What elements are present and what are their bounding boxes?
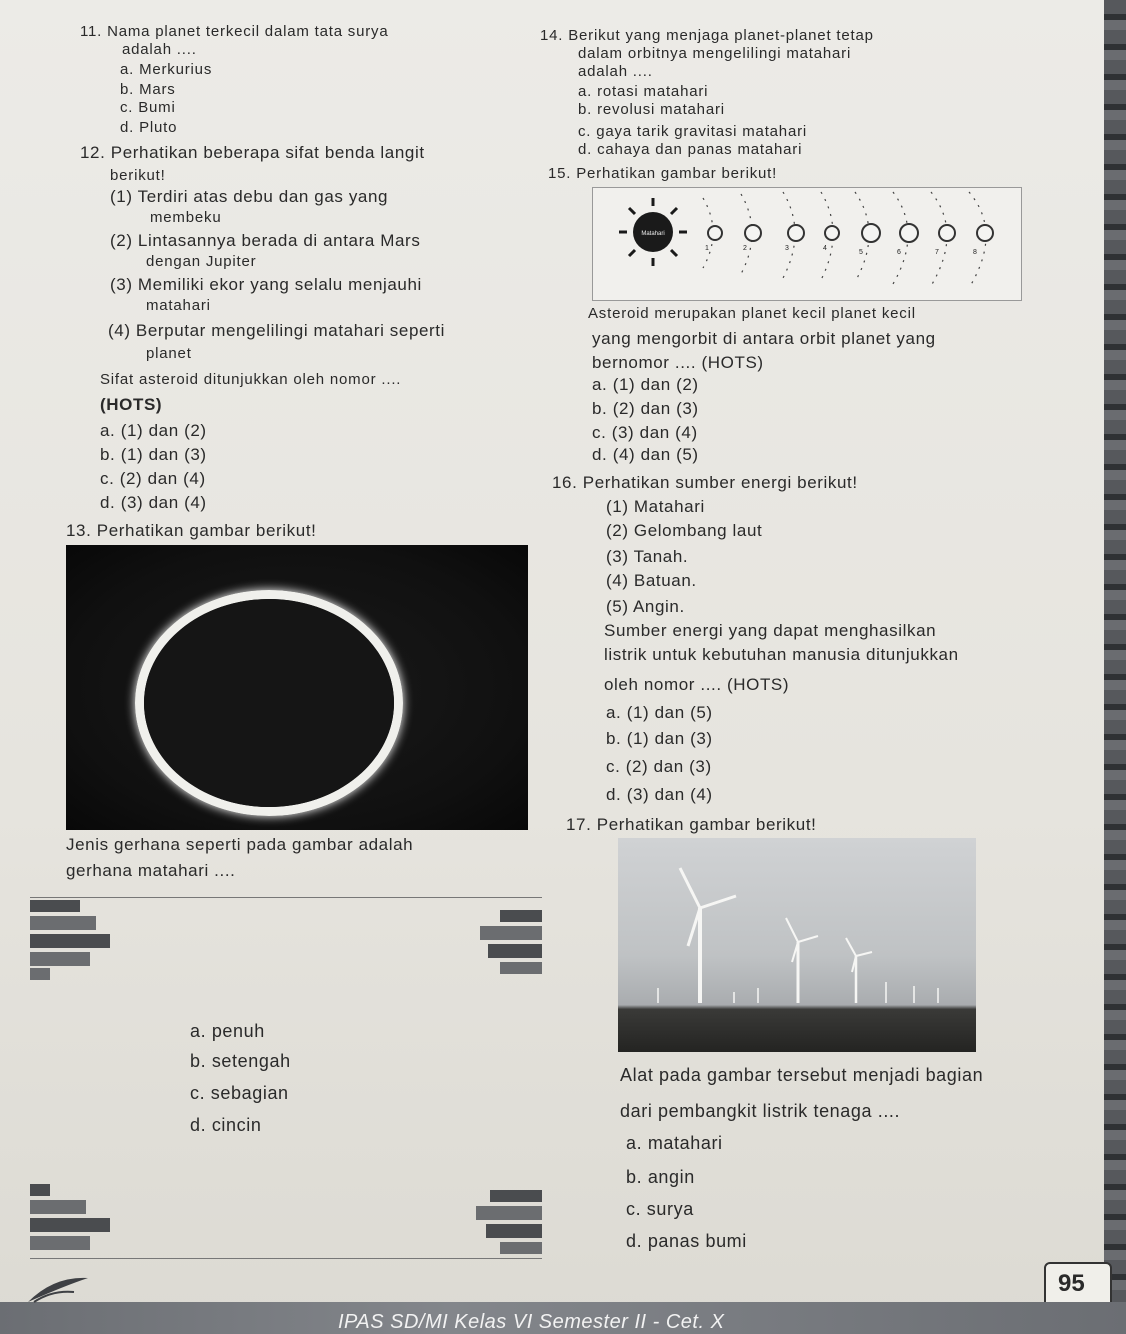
q16-stem: 16. Perhatikan sumber energi berikut! [552,473,858,492]
planet-icon [745,225,761,241]
planet-icon [900,224,918,242]
q12-hots-tag: (HOTS) [100,395,163,414]
q16-option-c: c. (2) dan (3) [606,757,712,776]
orbit-number: 3 [785,245,789,252]
q16-item-3: (3) Tanah. [606,547,689,566]
brick-decoration [30,900,80,912]
q13-stem: 13. Perhatikan gambar berikut! [66,521,317,540]
page-number: 95 [1058,1270,1085,1297]
wind-turbine-svg [618,838,976,1052]
q17-stem: 17. Perhatikan gambar berikut! [566,815,817,834]
orbit-number: 5 [859,249,863,256]
q15-option-d: d. (4) dan (5) [592,445,699,464]
solar-system-svg [593,188,1021,300]
orbit-number: 2 [743,245,747,252]
q12-item-4: (4) Berputar mengelilingi matahari seperti [108,321,446,340]
q16-question: Sumber energi yang dapat menghasilkan [604,621,937,640]
orbit-number: 7 [935,249,939,256]
q16-option-b: b. (1) dan (3) [606,729,713,748]
wind-turbine-photo [618,838,976,1052]
brick-decoration [486,1224,542,1238]
q12-item-2: (2) Lintasannya berada di antara Mars [110,231,421,250]
q14-stem-cont2: adalah .... [578,63,653,80]
brick-decoration [30,934,110,948]
orbit-number: 1 [705,245,709,252]
orbit-number: 4 [823,245,827,252]
leaf-ornament-icon [24,1272,94,1308]
q13-option-a: a. penuh [190,1021,265,1041]
q12-item-4-cont: planet [146,345,192,362]
q13-option-d: d. cincin [190,1115,262,1135]
q11-option-d: d. Pluto [120,119,178,136]
q15-question: Asteroid merupakan planet kecil planet kecil [588,305,916,322]
q11-option-a: a. Merkurius [120,61,213,78]
q14-stem-cont: dalam orbitnya mengelilingi matahari [578,45,852,62]
q12-option-b: b. (1) dan (3) [100,445,207,464]
q13-question-cont: gerhana matahari .... [66,861,236,880]
solar-system-diagram [592,187,1022,301]
q12-option-a: a. (1) dan (2) [100,421,207,440]
q16-item-2: (2) Gelombang laut [606,521,763,540]
q14-option-c: c. gaya tarik gravitasi matahari [578,123,808,140]
q15-option-a: a. (1) dan (2) [592,375,699,394]
planet-icon [708,226,722,240]
q17-question-cont: dari pembangkit listrik tenaga .... [620,1101,901,1121]
q16-option-d: d. (3) dan (4) [606,785,713,804]
q12-item-1: (1) Terdiri atas debu dan gas yang [110,187,389,206]
wind-turbine-icon [846,938,872,1003]
sun-label: Matahari [641,231,665,237]
brick-decoration [30,1236,90,1250]
page-edge [1104,0,1126,1334]
planet-icon [977,225,993,241]
brick-decoration [30,952,90,966]
q16-item-1: (1) Matahari [606,497,705,516]
q17-option-c: c. surya [626,1199,694,1219]
planet-icon [788,225,804,241]
orbit-number: 8 [973,249,977,256]
brick-decoration [500,1242,542,1254]
q16-item-5: (5) Angin. [606,597,685,616]
q12-item-3: (3) Memiliki ekor yang selalu menjauhi [110,275,422,294]
q13-answer-box [30,897,542,1259]
q12-item-3-cont: matahari [146,297,211,314]
q17-option-a: a. matahari [626,1133,723,1153]
q14-option-b: b. revolusi matahari [578,101,725,118]
q13-question: Jenis gerhana seperti pada gambar adalah [66,835,414,854]
brick-decoration [500,962,542,974]
q17-option-b: b. angin [626,1167,695,1187]
book-title: IPAS SD/MI Kelas VI Semester II - Cet. X [338,1311,725,1333]
q12-stem-cont: berikut! [110,167,166,184]
q14-option-d: d. cahaya dan panas matahari [578,141,803,158]
q11-option-c: c. Bumi [120,99,176,116]
q15-question-cont: yang mengorbit di antara orbit planet yang [592,329,936,348]
q15-question-cont2: bernomor .... (HOTS) [592,353,764,372]
q17-option-d: d. panas bumi [626,1231,747,1251]
q12-question: Sifat asteroid ditunjukkan oleh nomor .... [100,371,402,388]
q13-option-c: c. sebagian [190,1083,289,1103]
q16-question-cont2: oleh nomor .... (HOTS) [604,675,790,694]
moon-disk [144,599,394,807]
brick-decoration [500,910,542,922]
q12-stem: 12. Perhatikan beberapa sifat benda langit [80,143,425,162]
brick-decoration [476,1206,542,1220]
brick-decoration [480,926,542,940]
q12-option-d: d. (3) dan (4) [100,493,207,512]
planet-icon [862,224,880,242]
q11-stem: 11. Nama planet terkecil dalam tata surya [80,23,389,40]
brick-decoration [30,916,96,930]
q16-option-a: a. (1) dan (5) [606,703,713,722]
q15-stem: 15. Perhatikan gambar berikut! [548,165,778,182]
q15-option-c: c. (3) dan (4) [592,423,698,442]
q15-option-b: b. (2) dan (3) [592,399,699,418]
brick-decoration [30,1218,110,1232]
q16-question-cont: listrik untuk kebutuhan manusia ditunjukkan [604,645,959,664]
q12-item-1-cont: membeku [150,209,222,226]
wind-turbine-icon [786,918,818,1003]
q11-option-b: b. Mars [120,81,176,98]
planet-icon [939,225,955,241]
planet-icon [825,226,839,240]
brick-decoration [488,944,542,958]
q12-item-2-cont: dengan Jupiter [146,253,257,270]
q16-item-4: (4) Batuan. [606,571,697,590]
brick-decoration [30,1200,86,1214]
brick-decoration [30,968,50,980]
q14-stem: 14. Berikut yang menjaga planet-planet tetap [540,27,874,44]
q14-option-a: a. rotasi matahari [578,83,709,100]
q17-question: Alat pada gambar tersebut menjadi bagian [620,1065,984,1085]
orbit-number: 6 [897,249,901,256]
wind-turbine-icon [680,868,736,1003]
q12-option-c: c. (2) dan (4) [100,469,206,488]
brick-decoration [30,1184,50,1196]
q11-stem-cont: adalah .... [122,41,197,58]
brick-decoration [490,1190,542,1202]
q13-option-b: b. setengah [190,1051,291,1071]
